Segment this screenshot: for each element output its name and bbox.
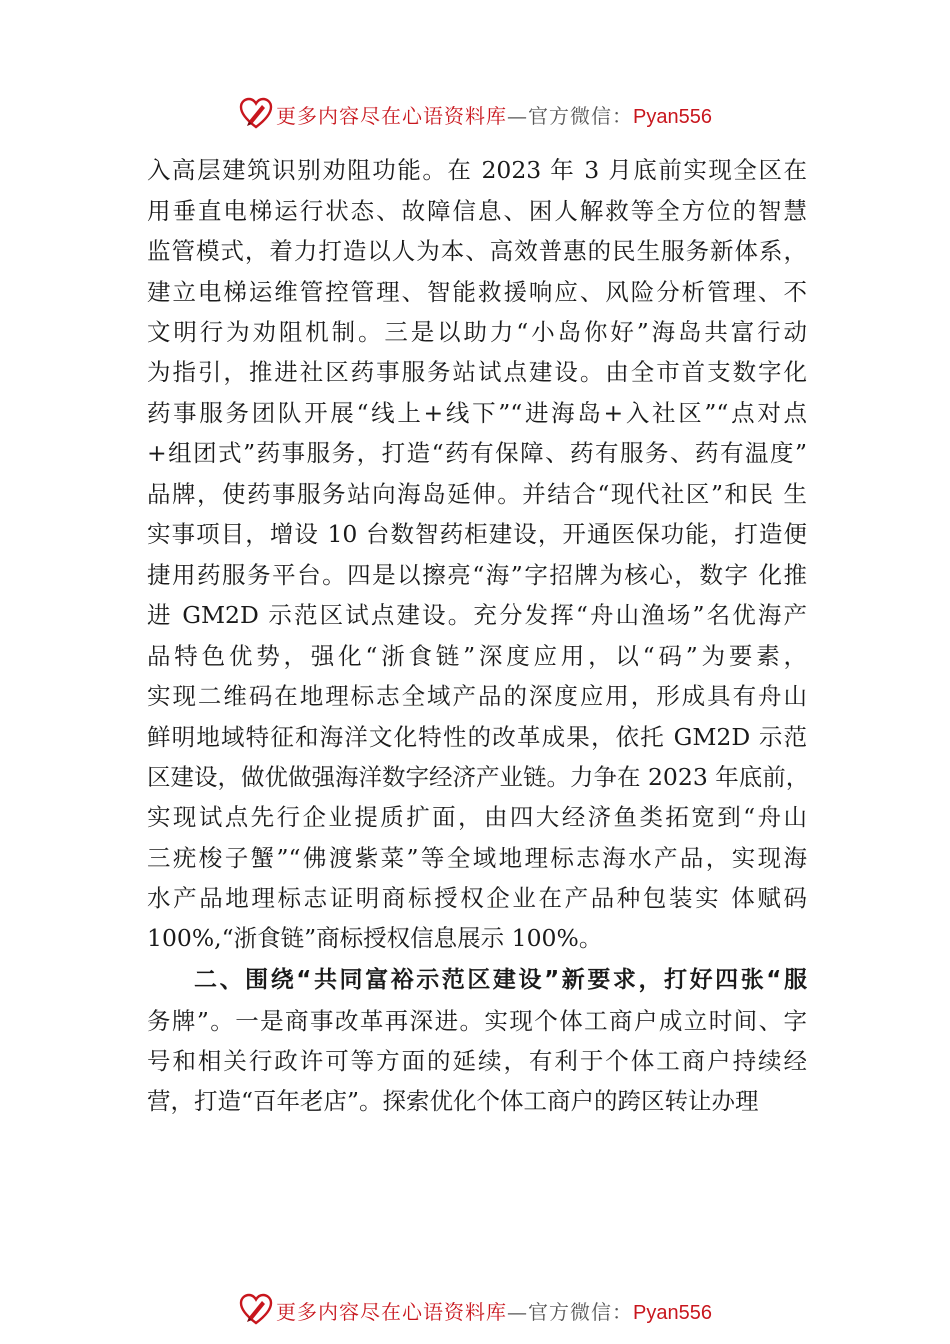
body-line: 品特色优势，强化“浙食链”深度应用，以“码”为要素， bbox=[147, 642, 807, 670]
body-line: 实现二维码在地理标志全域产品的深度应用，形成具有舟山 bbox=[147, 682, 807, 710]
footer-banner bbox=[0, 1290, 950, 1330]
body-line: 100%,“浙食链”商标授权信息展示 100%。 bbox=[147, 924, 603, 952]
body-line: 实现试点先行企业提质扩面，由四大经济鱼类拓宽到“舟山 bbox=[147, 803, 807, 831]
body-line: 品牌，使药事服务站向海岛延伸。并结合“现代社区”和民 生 bbox=[147, 480, 807, 508]
body-line: 进 GM2D 示范区试点建设。充分发挥“舟山渔场”名优海产 bbox=[147, 601, 807, 629]
banner-separator: — bbox=[507, 103, 529, 128]
heart-pen-logo-icon bbox=[238, 1292, 274, 1328]
banner-label: 官方微信： bbox=[528, 103, 634, 128]
banner-separator: — bbox=[507, 1299, 529, 1324]
body-line: 务牌”。一是商事改革再深进。实现个体工商户成立时间、字 bbox=[147, 1007, 807, 1035]
banner-account: Pyan556 bbox=[633, 105, 712, 128]
banner-main: 更多内容尽在心语资料库 bbox=[276, 103, 508, 128]
body-line: 三疣梭子蟹”“佛渡紫菜”等全域地理标志海水产品，实现海 bbox=[147, 844, 807, 872]
body-line: 建立电梯运维管控管理、智能救援响应、风险分析管理、不 bbox=[147, 278, 807, 306]
body-line: 捷用药服务平台。四是以擦亮“海”字招牌为核心，数字 化推 bbox=[147, 561, 807, 589]
banner-label: 官方微信： bbox=[528, 1299, 634, 1324]
body-line: 药事服务团队开展“线上+线下”“进海岛+入社区”“点对点 bbox=[147, 399, 807, 427]
body-line: 号和相关行政许可等方面的延续，有利于个体工商户持续经 bbox=[147, 1047, 807, 1075]
section-heading: 二、围绕“共同富裕示范区建设”新要求，打好四张“服 bbox=[194, 967, 807, 993]
body-line: 用垂直电梯运行状态、故障信息、困人解救等全方位的智慧 bbox=[147, 197, 807, 225]
body-line: 鲜明地域特征和海洋文化特性的改革成果，依托 GM2D 示范 bbox=[147, 723, 807, 751]
banner-text bbox=[276, 1296, 712, 1325]
body-line: +组团式”药事服务，打造“药有保障、药有服务、药有温度” bbox=[147, 439, 807, 467]
body-line: 为指引，推进社区药事服务站试点建设。由全市首支数字化 bbox=[147, 358, 807, 386]
body-line: 营，打造“百年老店”。探索优化个体工商户的跨区转让办理 bbox=[147, 1087, 759, 1115]
banner-account: Pyan556 bbox=[633, 1301, 712, 1324]
body-line: 区建设，做优做强海洋数字经济产业链。力争在 2023 年底前， bbox=[147, 763, 810, 791]
banner-main: 更多内容尽在心语资料库 bbox=[276, 1299, 508, 1324]
body-line: 监管模式，着力打造以人为本、高效普惠的民生服务新体系， bbox=[147, 237, 807, 265]
body-line: 水产品地理标志证明商标授权企业在产品种包装实 体赋码 bbox=[147, 884, 807, 912]
body-line: 入高层建筑识别劝阻功能。在 2023 年 3 月底前实现全区在 bbox=[147, 156, 807, 184]
body-line: 文明行为劝阻机制。三是以助力“小岛你好”海岛共富行动 bbox=[147, 318, 807, 346]
body-line: 实事项目，增设 10 台数智药柜建设，开通医保功能，打造便 bbox=[147, 520, 807, 548]
